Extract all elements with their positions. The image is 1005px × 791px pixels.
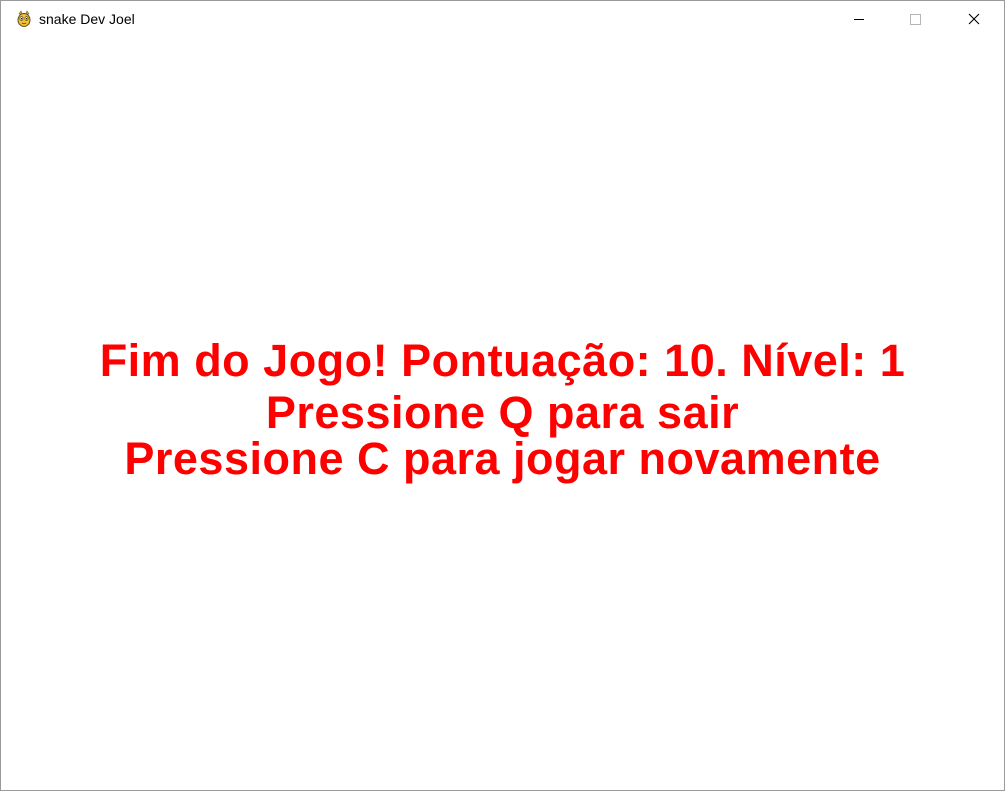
close-button[interactable] — [951, 1, 997, 37]
minimize-icon — [854, 19, 864, 20]
replay-instruction: Pressione C para jogar novamente — [124, 433, 881, 484]
title-bar[interactable] — [1, 1, 1004, 37]
maximize-icon — [910, 14, 921, 25]
pygame-snake-icon — [15, 10, 33, 28]
close-icon — [968, 13, 980, 25]
quit-instruction: Pressione Q para sair — [265, 387, 740, 438]
maximize-button[interactable] — [892, 1, 938, 37]
game-canvas[interactable] — [1, 37, 1004, 790]
window-title: snake Dev Joel — [39, 11, 135, 27]
game-over-message: Fim do Jogo! Pontuação: 10. Nível: 1 — [99, 335, 906, 386]
minimize-button[interactable] — [836, 1, 882, 37]
